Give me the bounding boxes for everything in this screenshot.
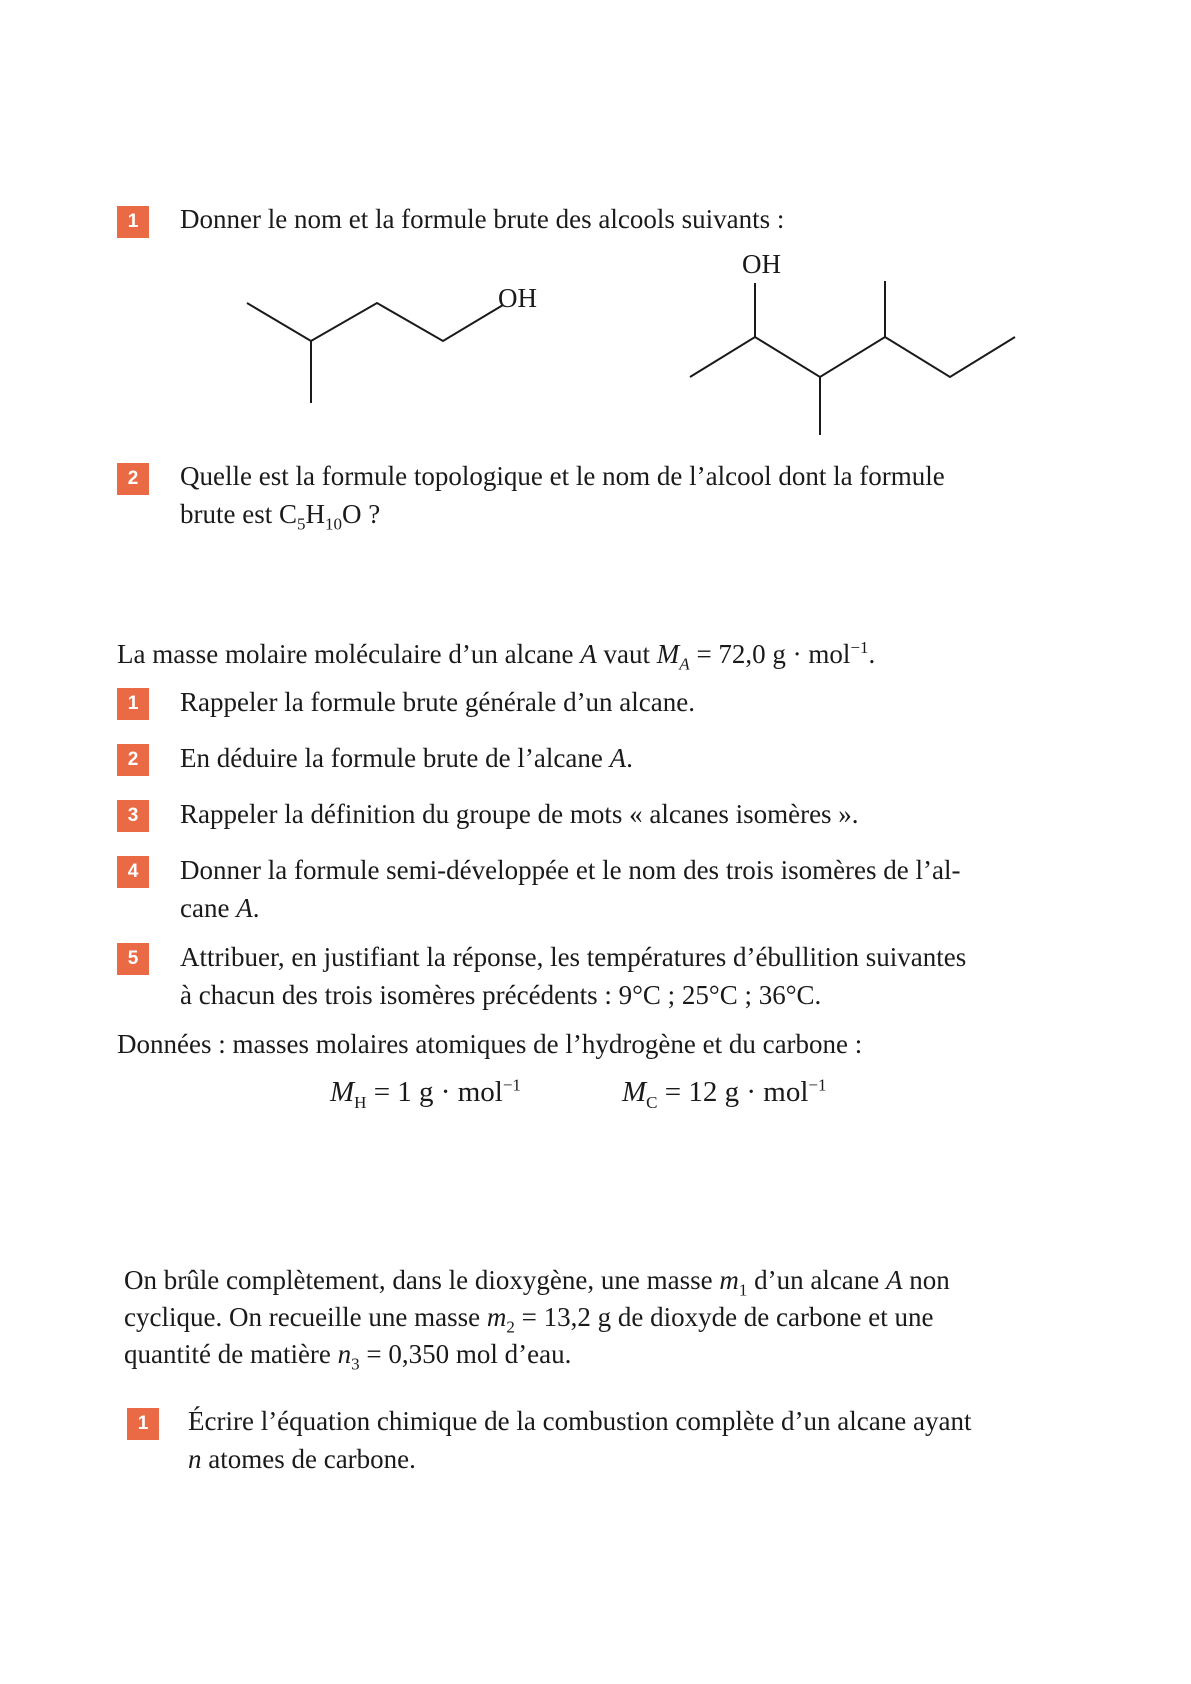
question-text: Donner le nom et la formule brute des alcools suivants : [180, 204, 785, 234]
question-number-badge: 5 [117, 943, 149, 975]
exercise-intro [124, 1262, 1084, 1373]
question-text [180, 457, 945, 533]
molar-mass-h: $M_H = 1$ g · mol$^{-1}$ [330, 1075, 521, 1112]
question-number-badge: 2 [117, 744, 149, 776]
question-line: à chacun des trois isomères précédents : 9°C ; 25°C ; 36°C. [180, 980, 822, 1010]
question-text [180, 851, 961, 927]
question-line: n atomes de carbone. [188, 1444, 416, 1474]
question-line: Attribuer, en justifiant la réponse, les températures d’ébullition suivantes [180, 942, 967, 972]
question-line: Quelle est la formule topologique et le nom de l’alcool dont la formule [180, 461, 945, 491]
question-text [180, 938, 966, 1014]
question-number-badge: 1 [117, 206, 149, 238]
question-line: Donner la formule semi-développée et le nom des trois isomères de l’al- [180, 855, 961, 885]
intro-line: cyclique. On recueille une masse $m_2 = 13,2$ g de dioxyde de carbone et une [124, 1302, 934, 1337]
intro-line: quantité de matière $n_3 = 0,350$ mol d’eau. [124, 1339, 572, 1374]
question-line: Écrire l’équation chimique de la combustion complète d’un alcane ayant [188, 1406, 972, 1436]
question-line: cane A. [180, 893, 260, 923]
oh-label: OH [498, 283, 537, 313]
question-number-badge: 1 [127, 1408, 159, 1440]
question-number-badge: 1 [117, 688, 149, 720]
question-text: En déduire la formule brute de l’alcane A. [180, 743, 633, 773]
molecule-structure-2 [680, 245, 1030, 445]
exercise-intro: La masse molaire moléculaire d’un alcane A vaut $M_A = 72,0$ g · mol$^{-1}$. [117, 638, 876, 674]
oh-label: OH [742, 249, 781, 279]
data-note: Données : masses molaires atomiques de l’hydrogène et du carbone : [117, 1029, 863, 1059]
question-number-badge: 3 [117, 800, 149, 832]
question-text [188, 1402, 971, 1478]
question-line: brute est $C_5H_{10}O$ ? [180, 499, 381, 534]
question-number-badge: 2 [117, 463, 149, 495]
intro-line: On brûle complètement, dans le dioxygène, une masse $m_1$ d’un alcane A non [124, 1265, 950, 1300]
question-number-badge: 4 [117, 856, 149, 888]
molar-mass-c: $M_C = 12$ g · mol$^{-1}$ [622, 1075, 827, 1112]
molecule-structure-1 [230, 270, 570, 410]
question-text: Rappeler la formule brute générale d’un alcane. [180, 687, 695, 717]
question-text: Rappeler la définition du groupe de mots « alcanes isomères ». [180, 799, 859, 829]
